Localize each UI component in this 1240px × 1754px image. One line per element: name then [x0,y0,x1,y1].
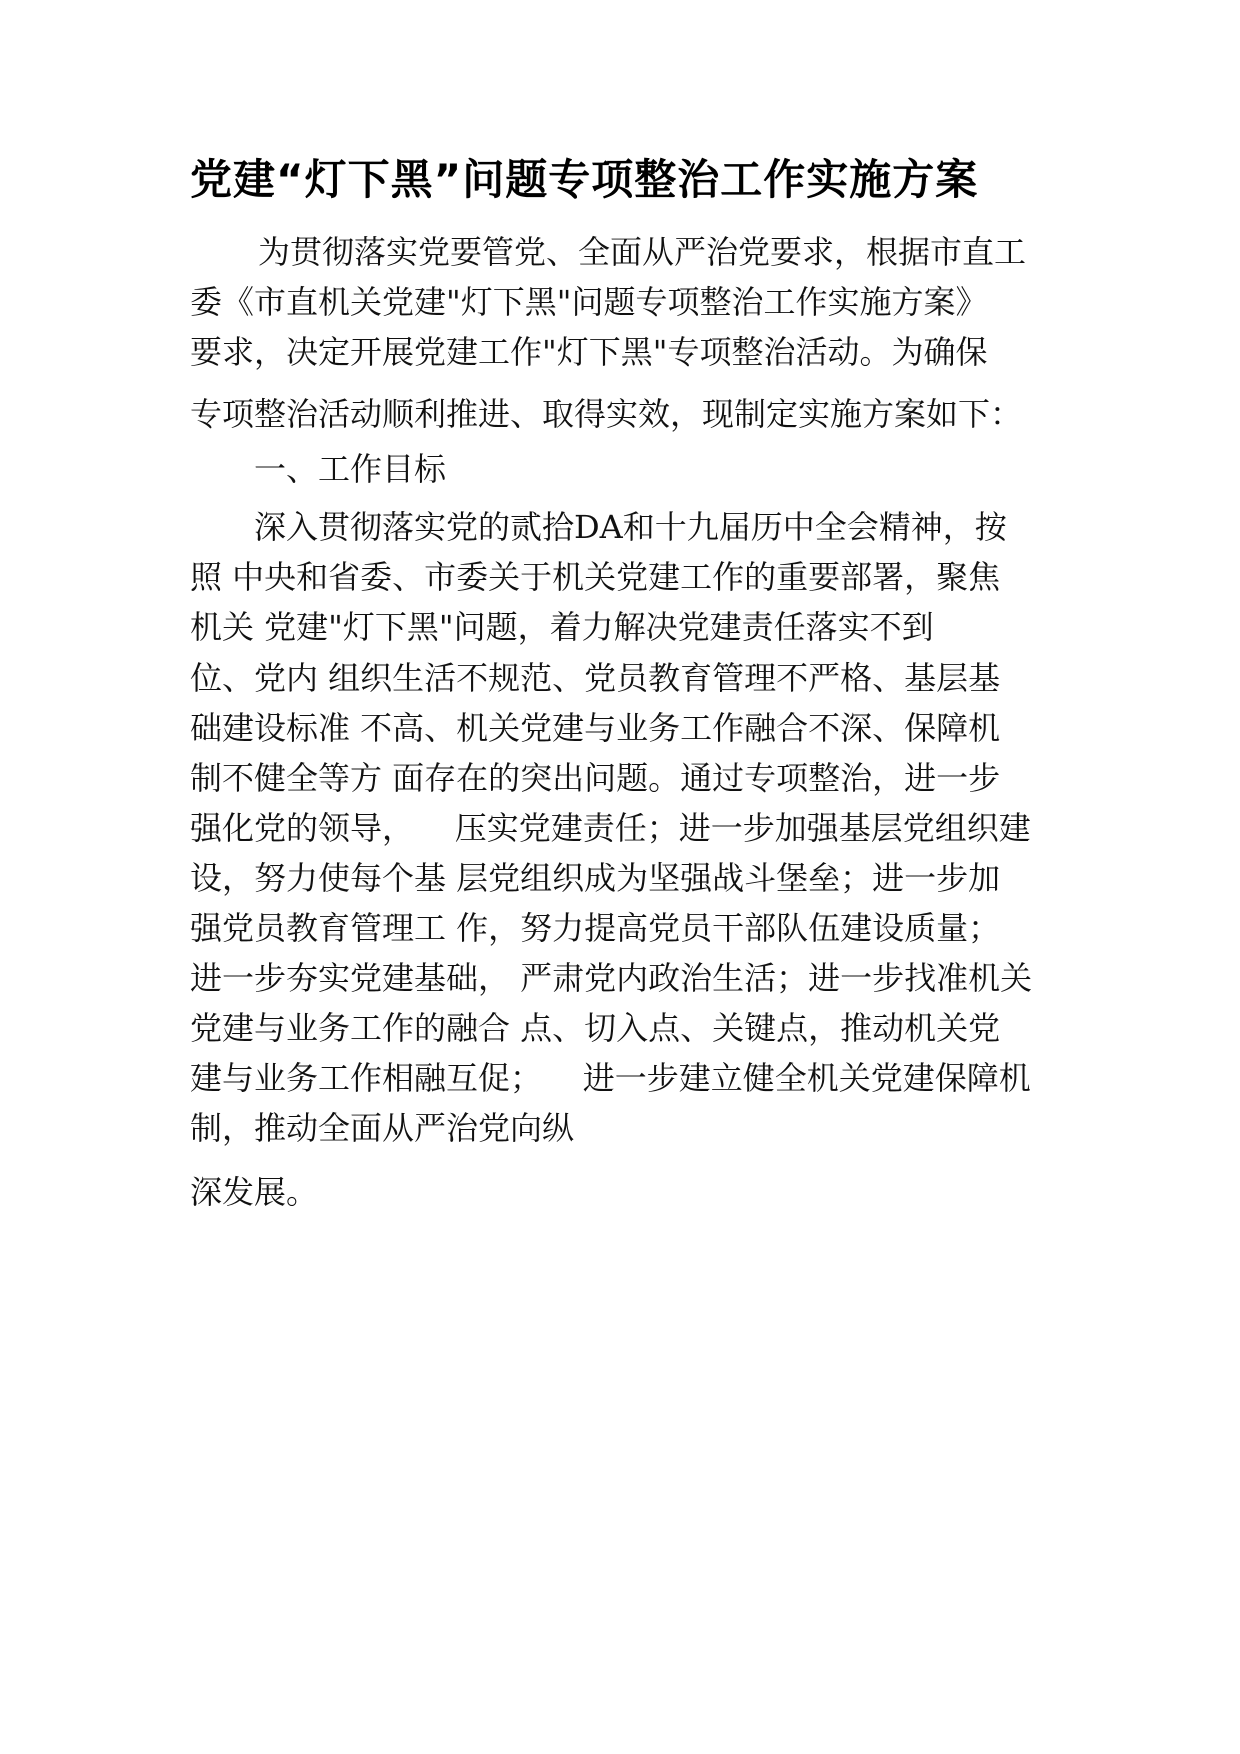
paragraph-line: 机关 党建"灯下黑"问题，着力解决党建责任落实不到 [190,608,934,646]
intro-line: 要求，决定开展党建工作"灯下黑"专项整治活动。为确保 [190,333,988,371]
paragraph-line: 深入贯彻落实党的贰拾DA和十九届历中全会精神，按 [254,508,1007,546]
intro-line: 专项整治活动顺利推进、取得实效，现制定实施方案如下： [190,395,1023,433]
paragraph-line: 制，推动全面从严治党向纵 [190,1109,575,1147]
paragraph-line: 深发展。 [190,1173,319,1211]
paragraph-line: 础建设标准 不高、机关党建与业务工作融合不深、保障机 [190,709,1001,747]
paragraph-line: 照 中央和省委、市委关于机关党建工作的重要部署，聚焦 [190,558,1001,596]
paragraph-line: 进一步夯实党建基础， 严肃党内政治生活；进一步找准机关 [190,959,1033,997]
paragraph-line: 制不健全等方 面存在的突出问题。通过专项整治，进一步 [190,759,1001,797]
paragraph-line: 强化党的领导， 压实党建责任；进一步加强基层党组织建 [190,809,1031,847]
section-heading: 一、工作目标 [254,450,447,488]
paragraph-line: 位、党内 组织生活不规范、党员教育管理不严格、基层基 [190,659,1001,697]
intro-line: 委《市直机关党建"灯下黑"问题专项整治工作实施方案》 [190,283,988,321]
paragraph-line: 强党员教育管理工 作，努力提高党员干部队伍建设质量； [190,909,1001,947]
paragraph-line: 党建与业务工作的融合 点、切入点、关键点，推动机关党 [190,1009,1001,1047]
document-title: 党建“灯下黑”问题专项整治工作实施方案 [190,155,979,204]
paragraph-line: 建与业务工作相融互促； 进一步建立健全机关党建保障机 [190,1059,1031,1097]
paragraph-line: 设，努力使每个基 层党组织成为坚强战斗堡垒；进一步加 [190,859,1001,897]
intro-line: 为贯彻落实党要管党、全面从严治党要求，根据市直工 [258,233,1027,271]
